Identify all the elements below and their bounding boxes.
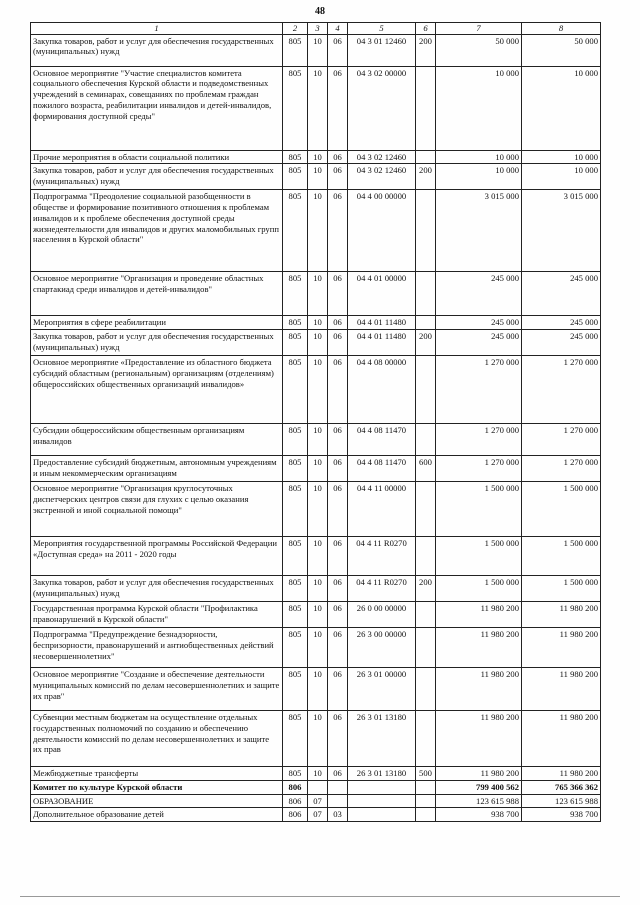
item-name-cell: Субсидии общероссийским общественным организациям инвалидов [31,424,283,456]
column-number: 6 [416,23,436,35]
item-name-cell: Комитет по культуре Курской области [31,780,283,794]
ministry-code-cell: 805 [283,66,308,150]
table-row [31,537,601,576]
expense-type-cell [416,602,436,628]
column-number: 8 [522,23,601,35]
section-code-cell: 10 [308,537,328,576]
amount-year2-cell: 1 500 000 [522,576,601,602]
amount-year2-cell: 11 980 200 [522,668,601,711]
table-row [31,711,601,767]
amount-year1-cell: 245 000 [436,330,522,356]
expense-type-cell [416,628,436,668]
target-article-cell [348,794,416,808]
item-name-cell: Подпрограмма "Предупреждение безнадзорности, беспризорности, правонарушений и антиобщественных действий несовершеннолетних" [31,628,283,668]
amount-year1-cell: 3 015 000 [436,190,522,272]
item-name-cell: Мероприятия государственной программы Российской Федерации «Доступная среда» на 2011 - 2020 годы [31,537,283,576]
subsection-code-cell: 06 [328,576,348,602]
amount-year1-cell: 1 270 000 [436,456,522,482]
item-name-cell: Основное мероприятие "Организация круглосуточных диспетчерских центров связи для глухих с целью оказания экстренной и иной социальной помощи" [31,482,283,537]
amount-year2-cell: 10 000 [522,150,601,164]
column-number: 7 [436,23,522,35]
ministry-code-cell: 805 [283,537,308,576]
subsection-code-cell: 06 [328,330,348,356]
item-name-cell: Предоставление субсидий бюджетным, автономным учреждениям и иным некоммерческим организациям [31,456,283,482]
subsection-code-cell: 03 [328,808,348,822]
section-code-cell: 10 [308,34,328,66]
page-bottom-rule [20,896,620,897]
column-number-row [31,23,601,35]
amount-year2-cell: 11 980 200 [522,767,601,781]
subsection-code-cell: 06 [328,356,348,424]
column-number: 3 [308,23,328,35]
section-code-cell: 10 [308,424,328,456]
ministry-code-cell: 805 [283,190,308,272]
amount-year1-cell: 799 400 562 [436,780,522,794]
item-name-cell: Закупка товаров, работ и услуг для обеспечения государственных (муниципальных) нужд [31,330,283,356]
item-name-cell: Закупка товаров, работ и услуг для обеспечения государственных (муниципальных) нужд [31,576,283,602]
expense-type-cell [416,711,436,767]
section-code-cell: 10 [308,164,328,190]
amount-year1-cell: 10 000 [436,66,522,150]
table-row [31,150,601,164]
amount-year1-cell: 11 980 200 [436,602,522,628]
subsection-code-cell: 06 [328,316,348,330]
item-name-cell: Основное мероприятие «Предоставление из областного бюджета субсидий областным (региональным) организациям (отделениям) общероссийских общественных организаций инвалидов» [31,356,283,424]
section-code-cell: 07 [308,794,328,808]
expense-type-cell [416,66,436,150]
subsection-code-cell [328,780,348,794]
table-row [31,780,601,794]
expense-type-cell [416,356,436,424]
target-article-cell: 04 4 11 R0270 [348,537,416,576]
amount-year1-cell: 1 500 000 [436,482,522,537]
item-name-cell: Основное мероприятие "Участие специалистов комитета социального обеспечения Курской области и подведомственных учреждений в семинарах, совещаниях по проблемам граждан пожилого возраста, реабилитации инвалидов и детей-инвалидов, формирования доступной среды" [31,66,283,150]
item-name-cell: Межбюджетные трансферты [31,767,283,781]
table-row [31,316,601,330]
table-row [31,330,601,356]
subsection-code-cell: 06 [328,482,348,537]
amount-year1-cell: 245 000 [436,272,522,316]
ministry-code-cell: 805 [283,456,308,482]
table-row [31,66,601,150]
item-name-cell: Подпрограмма "Преодоление социальной разобщенности в обществе и формирование позитивного отношения к проблемам инвалидов и к проблеме обеспечения доступной среды жизнедеятельности для инвалидов и других маломобильных групп населения в Курской области" [31,190,283,272]
ministry-code-cell: 805 [283,356,308,424]
section-code-cell: 10 [308,66,328,150]
target-article-cell: 04 4 01 00000 [348,272,416,316]
target-article-cell: 04 3 01 12460 [348,34,416,66]
expense-type-cell: 200 [416,330,436,356]
subsection-code-cell: 06 [328,66,348,150]
target-article-cell: 26 3 01 00000 [348,668,416,711]
expense-type-cell [416,316,436,330]
expense-type-cell [416,150,436,164]
amount-year2-cell: 1 270 000 [522,456,601,482]
ministry-code-cell: 806 [283,780,308,794]
column-number: 5 [348,23,416,35]
table-row [31,794,601,808]
section-code-cell: 10 [308,668,328,711]
ministry-code-cell: 805 [283,150,308,164]
target-article-cell: 04 4 11 R0270 [348,576,416,602]
column-number: 2 [283,23,308,35]
amount-year1-cell: 1 500 000 [436,576,522,602]
expense-type-cell [416,668,436,711]
column-number: 4 [328,23,348,35]
section-code-cell: 10 [308,602,328,628]
expense-type-cell [416,190,436,272]
section-code-cell: 10 [308,628,328,668]
ministry-code-cell: 805 [283,330,308,356]
expense-type-cell: 200 [416,576,436,602]
target-article-cell: 04 4 11 00000 [348,482,416,537]
amount-year1-cell: 1 270 000 [436,424,522,456]
target-article-cell: 04 4 01 11480 [348,330,416,356]
subsection-code-cell: 06 [328,537,348,576]
expense-type-cell [416,794,436,808]
target-article-cell: 26 0 00 00000 [348,602,416,628]
target-article-cell: 04 4 00 00000 [348,190,416,272]
amount-year1-cell: 11 980 200 [436,767,522,781]
table-body [31,34,601,821]
amount-year1-cell: 938 700 [436,808,522,822]
amount-year2-cell: 10 000 [522,66,601,150]
subsection-code-cell: 06 [328,668,348,711]
ministry-code-cell: 805 [283,711,308,767]
target-article-cell: 04 3 02 12460 [348,164,416,190]
target-article-cell [348,780,416,794]
amount-year1-cell: 10 000 [436,164,522,190]
section-code-cell: 10 [308,356,328,424]
amount-year1-cell: 1 500 000 [436,537,522,576]
table-row [31,668,601,711]
item-name-cell: Прочие мероприятия в области социальной политики [31,150,283,164]
item-name-cell: Основное мероприятие "Создание и обеспечение деятельности муниципальных комиссий по делам несовершеннолетних и защите их прав" [31,668,283,711]
subsection-code-cell: 06 [328,456,348,482]
section-code-cell: 10 [308,272,328,316]
table-row [31,482,601,537]
expense-type-cell [416,482,436,537]
section-code-cell: 10 [308,576,328,602]
amount-year2-cell: 1 270 000 [522,424,601,456]
item-name-cell: Основное мероприятие "Организация и проведение областных спартакиад среди инвалидов и детей-инвалидов" [31,272,283,316]
subsection-code-cell [328,794,348,808]
ministry-code-cell: 805 [283,482,308,537]
section-code-cell: 10 [308,456,328,482]
subsection-code-cell: 06 [328,711,348,767]
amount-year2-cell: 11 980 200 [522,711,601,767]
subsection-code-cell: 06 [328,164,348,190]
ministry-code-cell: 805 [283,316,308,330]
expense-type-cell: 200 [416,34,436,66]
amount-year2-cell: 245 000 [522,272,601,316]
budget-table [30,22,601,822]
amount-year2-cell: 765 366 362 [522,780,601,794]
amount-year1-cell: 11 980 200 [436,628,522,668]
item-name-cell: ОБРАЗОВАНИЕ [31,794,283,808]
amount-year2-cell: 11 980 200 [522,602,601,628]
amount-year2-cell: 1 500 000 [522,482,601,537]
subsection-code-cell: 06 [328,34,348,66]
table-row [31,356,601,424]
target-article-cell: 26 3 01 13180 [348,767,416,781]
table-row [31,424,601,456]
item-name-cell: Закупка товаров, работ и услуг для обеспечения государственных (муниципальных) нужд [31,34,283,66]
amount-year2-cell: 938 700 [522,808,601,822]
amount-year2-cell: 3 015 000 [522,190,601,272]
amount-year2-cell: 50 000 [522,34,601,66]
item-name-cell: Государственная программа Курской области "Профилактика правонарушений в Курской области" [31,602,283,628]
target-article-cell: 26 3 01 13180 [348,711,416,767]
target-article-cell: 04 4 08 00000 [348,356,416,424]
section-code-cell: 10 [308,150,328,164]
ministry-code-cell: 806 [283,794,308,808]
target-article-cell: 04 4 08 11470 [348,456,416,482]
subsection-code-cell: 06 [328,424,348,456]
target-article-cell: 04 4 01 11480 [348,316,416,330]
item-name-cell: Субвенции местным бюджетам на осуществление отдельных государственных полномочий по созданию и обеспечению деятельности комиссий по делам несовершеннолетних и защите их прав [31,711,283,767]
table-row [31,628,601,668]
expense-type-cell: 600 [416,456,436,482]
amount-year2-cell: 245 000 [522,316,601,330]
amount-year2-cell: 1 500 000 [522,537,601,576]
subsection-code-cell: 06 [328,767,348,781]
ministry-code-cell: 805 [283,767,308,781]
table-row [31,767,601,781]
amount-year1-cell: 1 270 000 [436,356,522,424]
amount-year2-cell: 10 000 [522,164,601,190]
amount-year2-cell: 245 000 [522,330,601,356]
target-article-cell: 04 3 02 00000 [348,66,416,150]
section-code-cell: 10 [308,316,328,330]
ministry-code-cell: 805 [283,424,308,456]
ministry-code-cell: 805 [283,628,308,668]
section-code-cell: 10 [308,482,328,537]
item-name-cell: Дополнительное образование детей [31,808,283,822]
section-code-cell: 07 [308,808,328,822]
table-row [31,456,601,482]
subsection-code-cell: 06 [328,628,348,668]
table-row [31,576,601,602]
item-name-cell: Мероприятия в сфере реабилитации [31,316,283,330]
expense-type-cell [416,272,436,316]
amount-year1-cell: 123 615 988 [436,794,522,808]
subsection-code-cell: 06 [328,190,348,272]
table-row [31,164,601,190]
target-article-cell: 04 3 02 12460 [348,150,416,164]
column-number: 1 [31,23,283,35]
table-row [31,808,601,822]
amount-year1-cell: 10 000 [436,150,522,164]
expense-type-cell: 500 [416,767,436,781]
amount-year1-cell: 11 980 200 [436,668,522,711]
table-row [31,272,601,316]
amount-year1-cell: 245 000 [436,316,522,330]
expense-type-cell: 200 [416,164,436,190]
expense-type-cell [416,808,436,822]
subsection-code-cell: 06 [328,272,348,316]
amount-year1-cell: 11 980 200 [436,711,522,767]
target-article-cell: 04 4 08 11470 [348,424,416,456]
subsection-code-cell: 06 [328,150,348,164]
section-code-cell: 10 [308,711,328,767]
ministry-code-cell: 805 [283,576,308,602]
item-name-cell: Закупка товаров, работ и услуг для обеспечения государственных (муниципальных) нужд [31,164,283,190]
ministry-code-cell: 805 [283,34,308,66]
subsection-code-cell: 06 [328,602,348,628]
target-article-cell: 26 3 00 00000 [348,628,416,668]
expense-type-cell [416,424,436,456]
amount-year2-cell: 11 980 200 [522,628,601,668]
table-row [31,602,601,628]
expense-type-cell [416,780,436,794]
ministry-code-cell: 805 [283,164,308,190]
ministry-code-cell: 805 [283,272,308,316]
expense-type-cell [416,537,436,576]
target-article-cell [348,808,416,822]
table-row [31,190,601,272]
ministry-code-cell: 805 [283,668,308,711]
page-number: 48 [315,6,325,17]
section-code-cell [308,780,328,794]
section-code-cell: 10 [308,767,328,781]
ministry-code-cell: 806 [283,808,308,822]
table-row [31,34,601,66]
ministry-code-cell: 805 [283,602,308,628]
section-code-cell: 10 [308,330,328,356]
amount-year2-cell: 123 615 988 [522,794,601,808]
section-code-cell: 10 [308,190,328,272]
amount-year2-cell: 1 270 000 [522,356,601,424]
amount-year1-cell: 50 000 [436,34,522,66]
